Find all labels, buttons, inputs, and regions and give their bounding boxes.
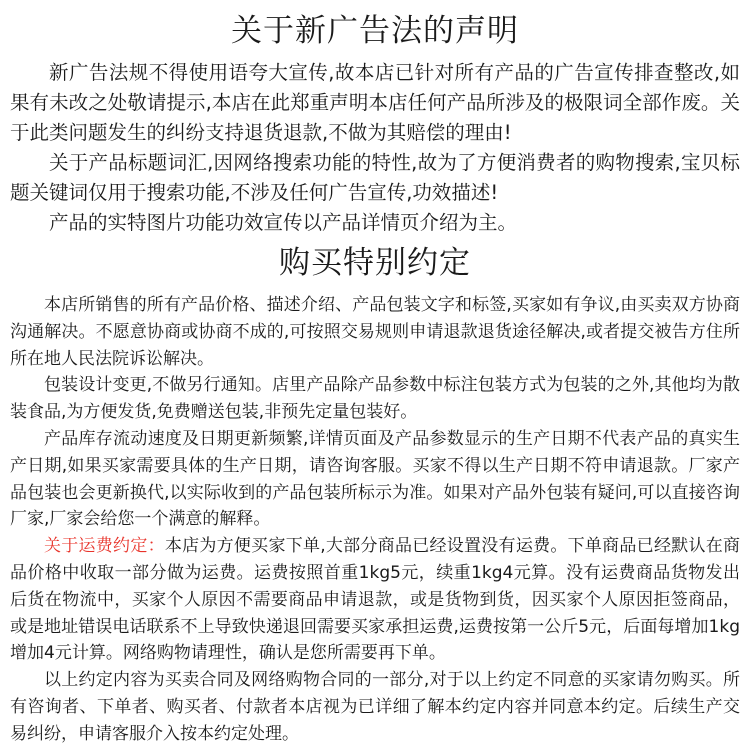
shipping-label: 关于运费约定： bbox=[44, 536, 165, 557]
statement-title: 关于新广告法的声明 bbox=[231, 13, 519, 49]
agreement-title: 购买特别约定 bbox=[279, 245, 471, 281]
agreement-paragraph: 本店所销售的所有产品价格、描述介绍、产品包装文字和标签,买家如有争议,由买卖双方协商沟通解决。不愿意协商或协商不成的,可按照交易规则申请退款退货途径解决,或者提交被告方住所所在地人民法院诉讼解决。 bbox=[10, 295, 740, 369]
statement-paragraph: 新广告法规不得使用语夸大宣传,故本店已针对所有产品的广告宣传排查整改,如果有未改之处敬请提示,本店在此郑重声明本店任何产品所涉及的极限词全部作废。关于此类问题发生的纠纷支持退货退款,不做为其赔偿的理由! bbox=[10, 61, 740, 144]
statement-paragraph: 关于产品标题词汇,因网络搜索功能的特性,故为了方便消费者的购物搜索,宝贝标题关键词仅用于搜索功能,不涉及任何广告宣传,功效描述! bbox=[10, 151, 740, 204]
agreement-paragraph: 包装设计变更,不做另行通知。店里产品除产品参数中标注包装方式为包装的之外,其他均为散装食品,为方便发货,免费赠送包装,非预先定量包装好。 bbox=[10, 375, 740, 423]
statement-section bbox=[10, 58, 740, 238]
shipping-paragraph bbox=[10, 533, 740, 667]
agreement-section bbox=[10, 292, 740, 748]
shipping-text: 本店为方便买家下单,大部分商品已经设置没有运费。下单商品已经默认在商品价格中收取一部分做为运费。运费按照首重1kg5元，续重1kg4元算。没有运费商品货物发出后货在物流中，买家个人原因不需要商品申请退款，或是货物到货，因买家个人原因拒签商品，或是地址错误电话联系不上导致快递退回需要买家承担运费,运费按第一公斤5元，后面每增加1kg增加4元计算。网络购物请理性，确认是您所需要再下单。 bbox=[10, 536, 741, 664]
statement-paragraph: 产品的实特图片功能功效宣传以产品详情页介绍为主。 bbox=[49, 211, 518, 234]
agreement-paragraph: 产品库存流动速度及日期更新频繁,详情页面及产品参数显示的生产日期不代表产品的真实生产日期,如果买家需要具体的生产日期，请咨询客服。买家不得以生产日期不符申请退款。厂家产品包装也会更新换代,以实际收到的产品包装所标示为准。如果对产品外包装有疑问,可以直接咨询厂家,厂家会给您一个满意的解释。 bbox=[10, 428, 740, 530]
closing-paragraph: 以上约定内容为买卖合同及网络购物合同的一部分,对于以上约定不同意的买家请勿购买。所有咨询者、下单者、购买者、付款者本店视为已详细了解本约定内容并同意本约定。后续生产交易纠纷，申请客服介入按本约定处理。 bbox=[10, 670, 740, 744]
